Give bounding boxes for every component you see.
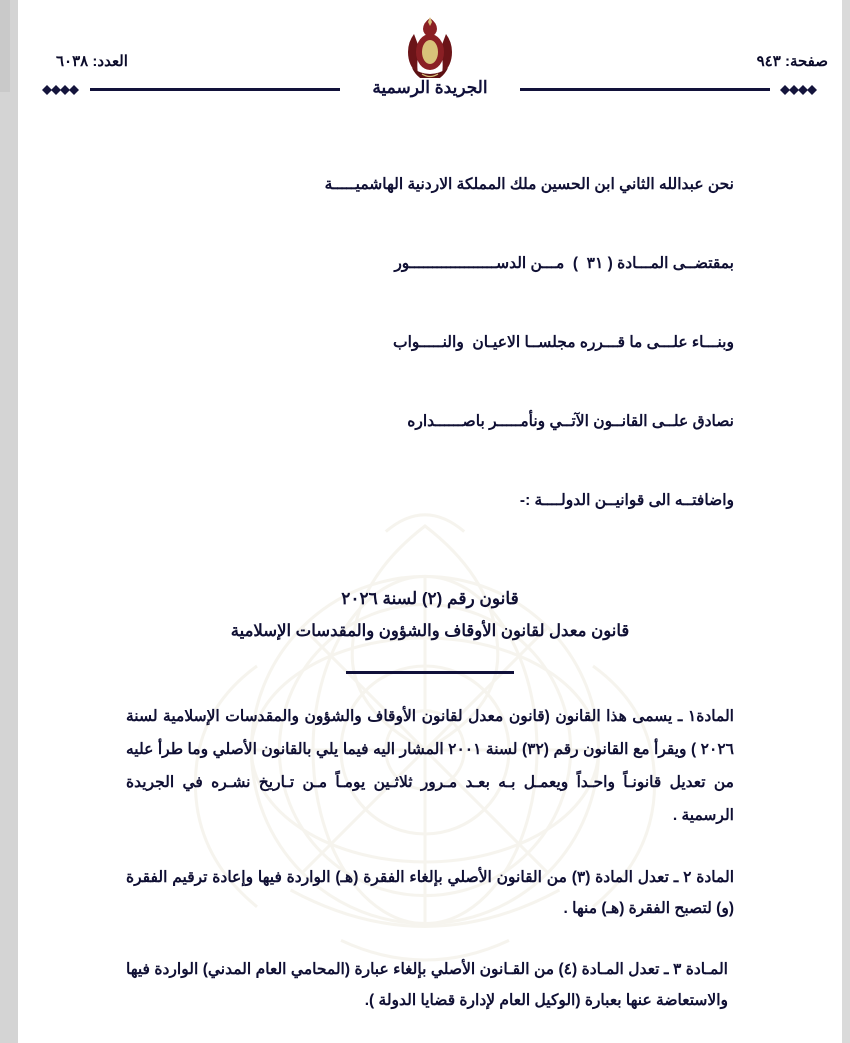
header-rule-right <box>520 88 770 91</box>
page-header <box>18 0 842 112</box>
section-divider <box>346 671 514 674</box>
preamble-line-1: نحن عبدالله الثاني ابن الحسين ملك المملكة الاردنية الهاشميـــــة <box>324 176 734 193</box>
document-body <box>18 112 842 1043</box>
jordan-coat-of-arms-icon <box>399 16 461 84</box>
page-number-label: صفحة: ٩٤٣ <box>756 53 828 70</box>
left-gutter-secondary <box>0 0 10 92</box>
issue-number-label: العدد: ٦٠٣٨ <box>56 53 128 70</box>
article-1: المادة١ ـ يسمى هذا القانون (قانون معدل لقانون الأوقاف والشؤون والمقدسات الإسلامية لسنة ٢٠٢٦ ) ويقرأ مع القانون رقم (٣٢) لسنة ٢٠٠١ المشار اليه فيما يلي بالقانون الأصلي وما طرأ عليه من تعديل قانونـاً واحـداً ويعمـل بـه بعـد مـرور ثلاثـين يومـاً مـن تـاريخ نشـره في الجريدة الرسمية . <box>126 708 734 824</box>
preamble-line-4: نصادق علــى القانــون الآتــي ونأمـــــر باصــــــداره <box>407 413 734 430</box>
ornament-knot-icon-right <box>778 81 820 99</box>
preamble-line-5: واضافتــه الى قوانيــن الدولــــة :- <box>519 492 734 509</box>
preamble-line-3: وبنـــاء علـــى ما قـــرره مجلســا الاعيـان والنـــــواب <box>393 334 734 351</box>
article-2: المادة ٢ ـ تعدل المادة (٣) من القانون الأصلي بإلغاء الفقرة (هـ) الواردة فيها وإعادة ترقيم الفقرة (و) لتصبح الفقرة (هـ) منها . <box>126 869 735 917</box>
preamble-line-2: بمقتضــى المـــادة ( ٣١ ) مـــن الدســـــــــــــــــــور <box>394 255 734 272</box>
left-gutter <box>0 0 18 1043</box>
header-rule-left <box>90 88 340 91</box>
law-title: قانون معدل لقانون الأوقاف والشؤون والمقدسات الإسلامية <box>230 622 630 640</box>
gazette-title: الجريدة الرسمية <box>360 78 499 98</box>
header-rule <box>18 78 842 104</box>
ornament-knot-icon-left <box>40 81 82 99</box>
royal-preamble <box>126 120 734 567</box>
law-number: قانون رقم (٢) لسنة ٢٠٢٦ <box>341 589 519 608</box>
right-gutter <box>842 0 850 1043</box>
article-3: المـادة ٣ ـ تعدل المـادة (٤) من القـانون الأصلي بإلغاء عبارة (المحامي العام المدني) الواردة فيها والاستعاضة عنها بعبارة (الوكيل العام لإدارة قضايا الدولة ). <box>126 961 728 1009</box>
